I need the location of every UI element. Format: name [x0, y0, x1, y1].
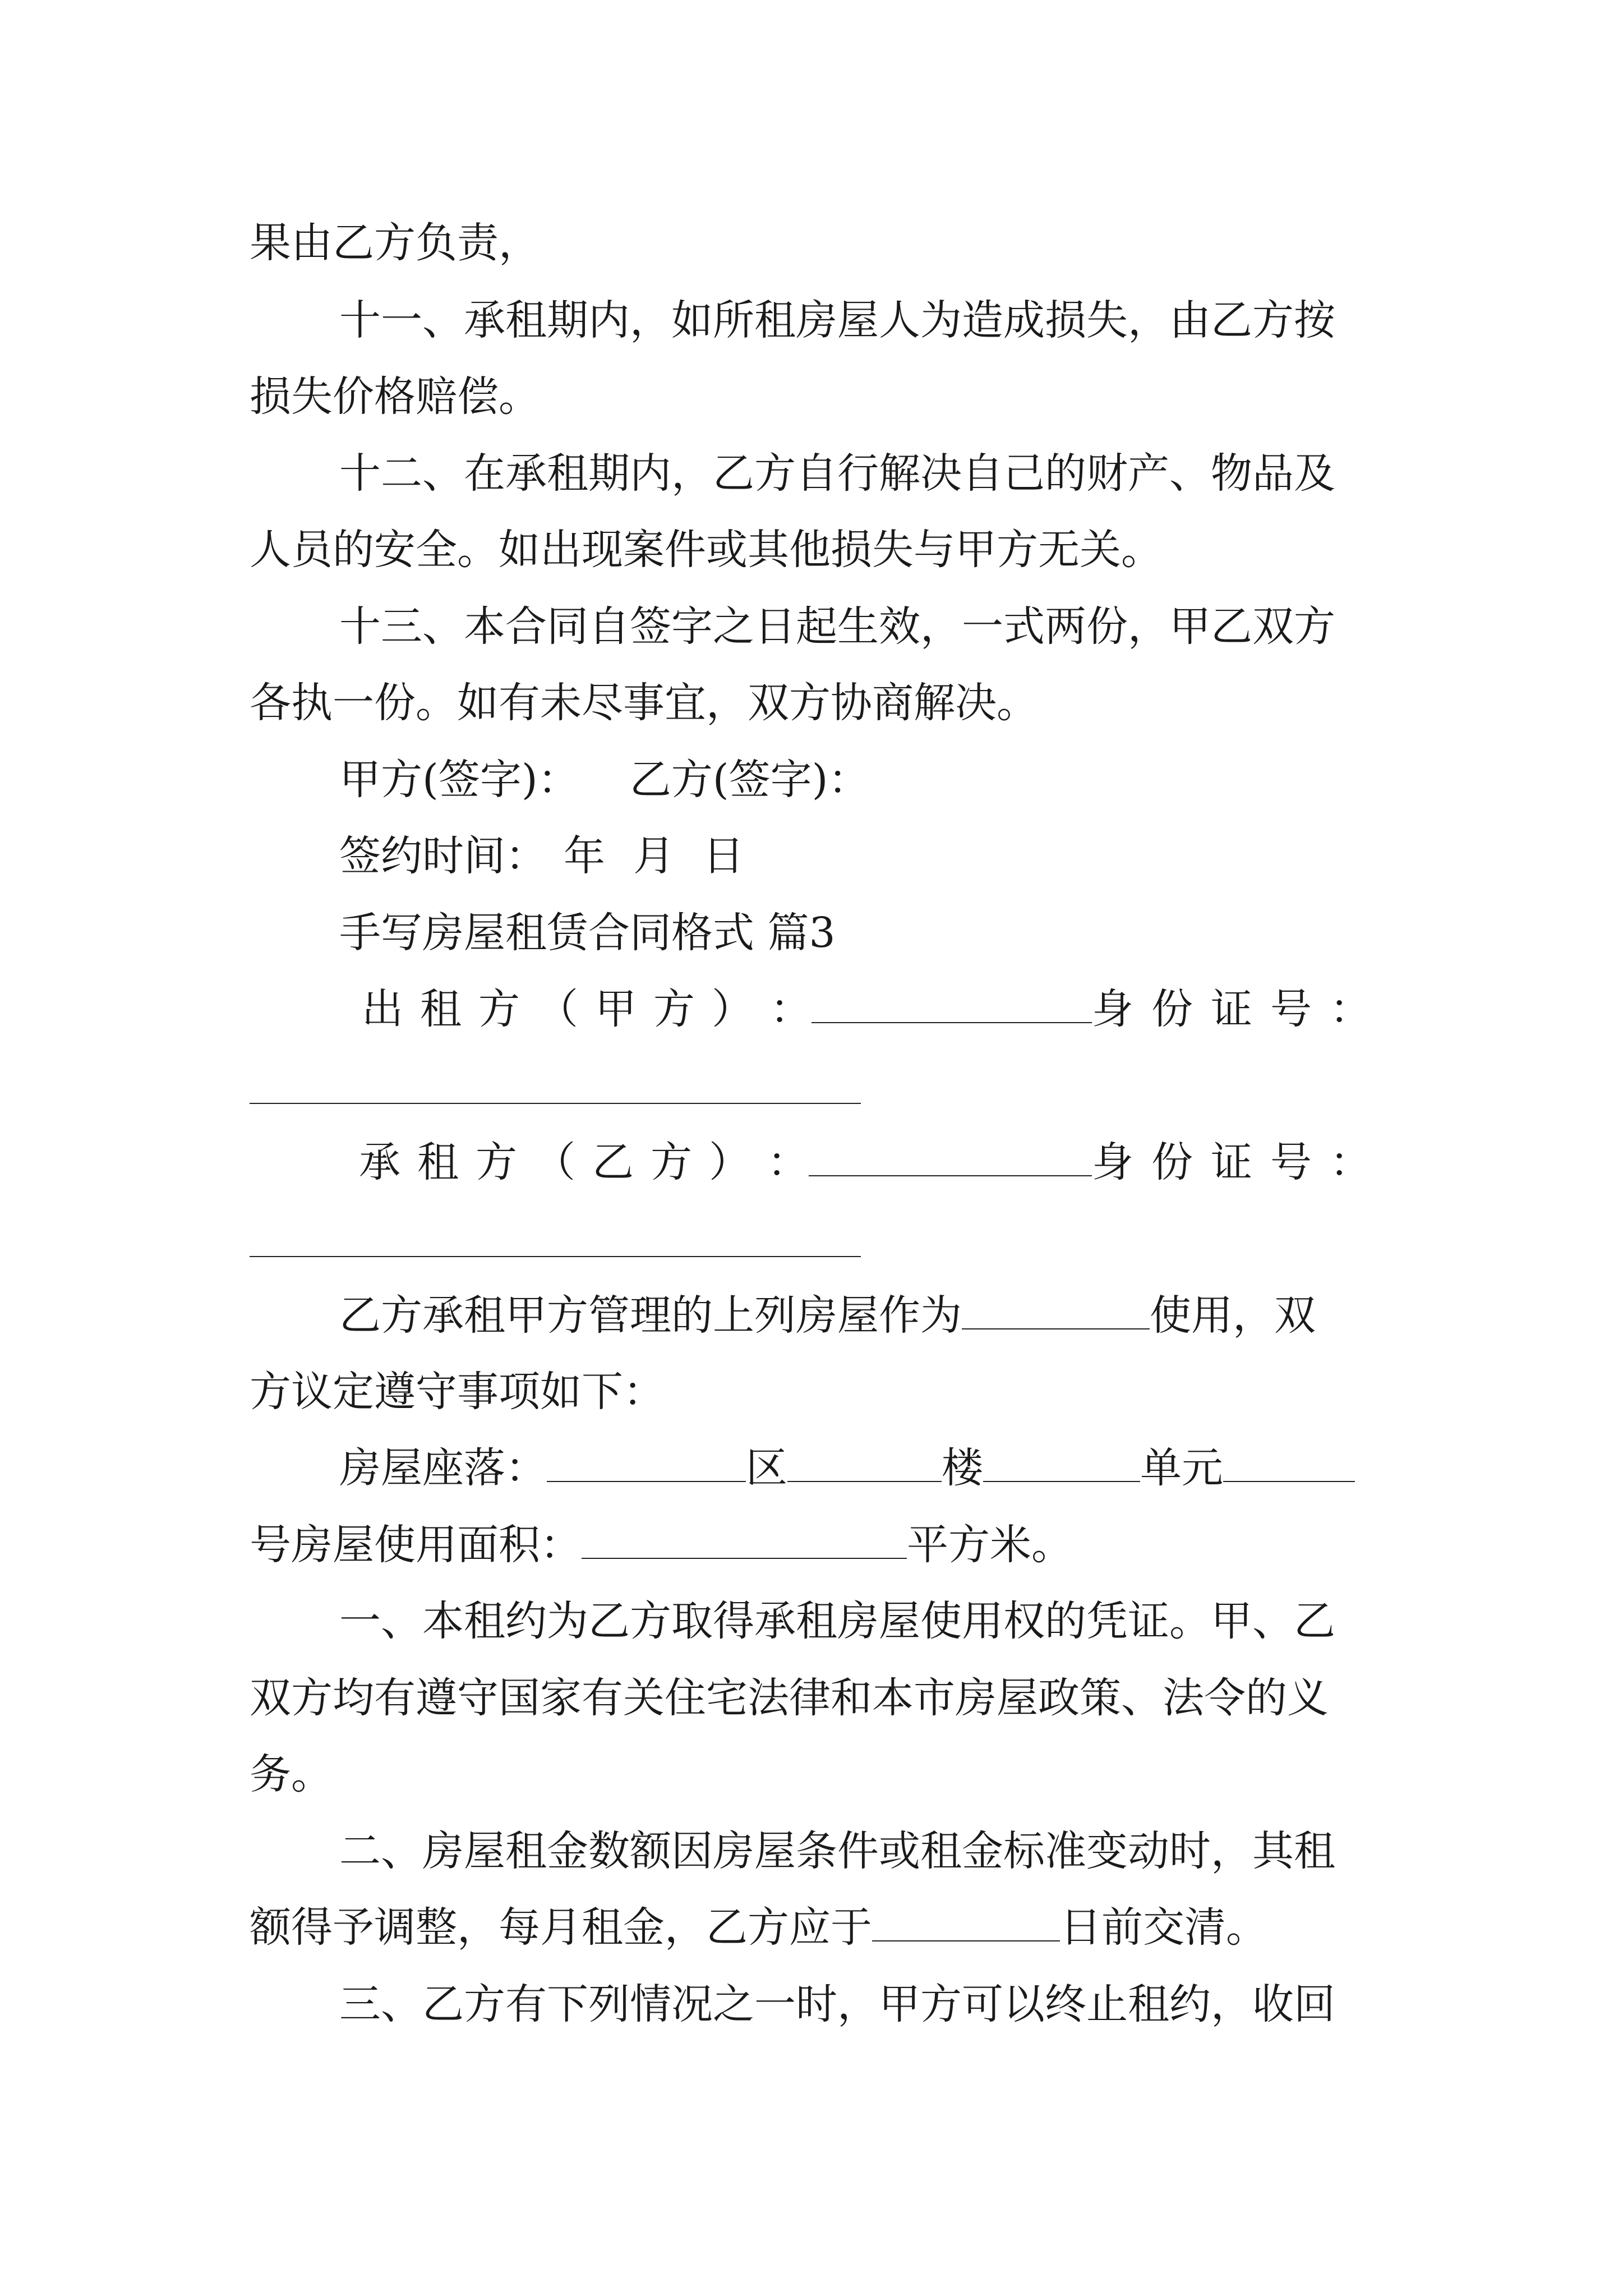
signing-date-line [339, 832, 1394, 880]
usage-blank [962, 1295, 1150, 1329]
lessee-id-blank [250, 1256, 861, 1257]
clause-13-line-1: 十三、本合同自签字之日起生效，一式两份，甲乙双方 [339, 602, 1335, 651]
usage-line-2: 方议定遵守事项如下： [250, 1368, 665, 1416]
month-label: 月 [633, 832, 675, 880]
clause-13-line-2: 各执一份。如有未尽事宜，双方协商解决。 [250, 679, 1038, 727]
party-a-signature-label: 甲方(签字)： [339, 756, 579, 804]
lessee-name-blank [809, 1142, 1092, 1176]
clause-1-line-1: 一、本租约为乙方取得承租房屋使用权的凭证。甲、乙 [339, 1597, 1335, 1645]
section-heading: 手写房屋租赁合同格式 篇3 [339, 909, 836, 957]
day-label: 日 [703, 832, 744, 880]
unit-blank [1223, 1447, 1355, 1482]
lessor-id-label: 身 份 证 号 ： [1092, 985, 1371, 1033]
clause-12-line-1: 十二、在承租期内，乙方自行解决自己的财产、物品及 [339, 449, 1335, 498]
clause-1-line-2: 双方均有遵守国家有关住宅法律和本市房屋政策、法令的义 [250, 1674, 1329, 1722]
lessor-name-blank [811, 988, 1092, 1023]
lessor-id-blank [250, 1103, 861, 1104]
location-line: 房屋座落： 区 楼 单元 [339, 1447, 1394, 1489]
signature-line [339, 756, 1394, 804]
clause-3-line-1: 三、乙方有下列情况之一时，甲方可以终止租约，收回 [339, 1980, 1335, 2028]
signing-date-label: 签约时间： [339, 832, 547, 880]
usage-line: 乙方承租甲方管理的上列房屋作为 使用，双 [339, 1291, 1316, 1340]
lessee-label: 承 租 方 （ 乙 方 ） ： [359, 1138, 809, 1186]
party-b-signature-label: 乙方(签字)： [629, 756, 870, 804]
lessee-line [359, 1138, 1371, 1186]
location-blank [547, 1447, 746, 1482]
clause-2-line-1: 二、房屋租金数额因房屋条件或租金标准变动时，其租 [339, 1827, 1335, 1875]
clause-11-line-1: 十一、承租期内，如所租房屋人为造成损失，由乙方按 [339, 296, 1335, 344]
rent-due-blank [872, 1907, 1060, 1941]
clause-12-line-2: 人员的安全。如出现案件或其他损失与甲方无关。 [250, 526, 1163, 574]
lessor-label: 出 租 方 （ 甲 方 ） ： [362, 985, 811, 1033]
clause-11-line-2: 损失价格赔偿。 [250, 372, 540, 421]
text-line: 果由乙方负责， [250, 219, 540, 267]
clause-2-line-2: 额得予调整，每月租金，乙方应于 日前交清。 [250, 1903, 1267, 1952]
building-blank [983, 1447, 1140, 1482]
area-line: 号房屋使用面积： 平方米。 [250, 1521, 1073, 1569]
lessee-id-label: 身 份 证 号 ： [1092, 1138, 1371, 1186]
district-blank [787, 1447, 942, 1482]
year-label: 年 [564, 832, 605, 880]
clause-1-line-3: 务。 [250, 1750, 333, 1798]
area-blank [582, 1524, 907, 1559]
lessor-line [362, 985, 1371, 1033]
